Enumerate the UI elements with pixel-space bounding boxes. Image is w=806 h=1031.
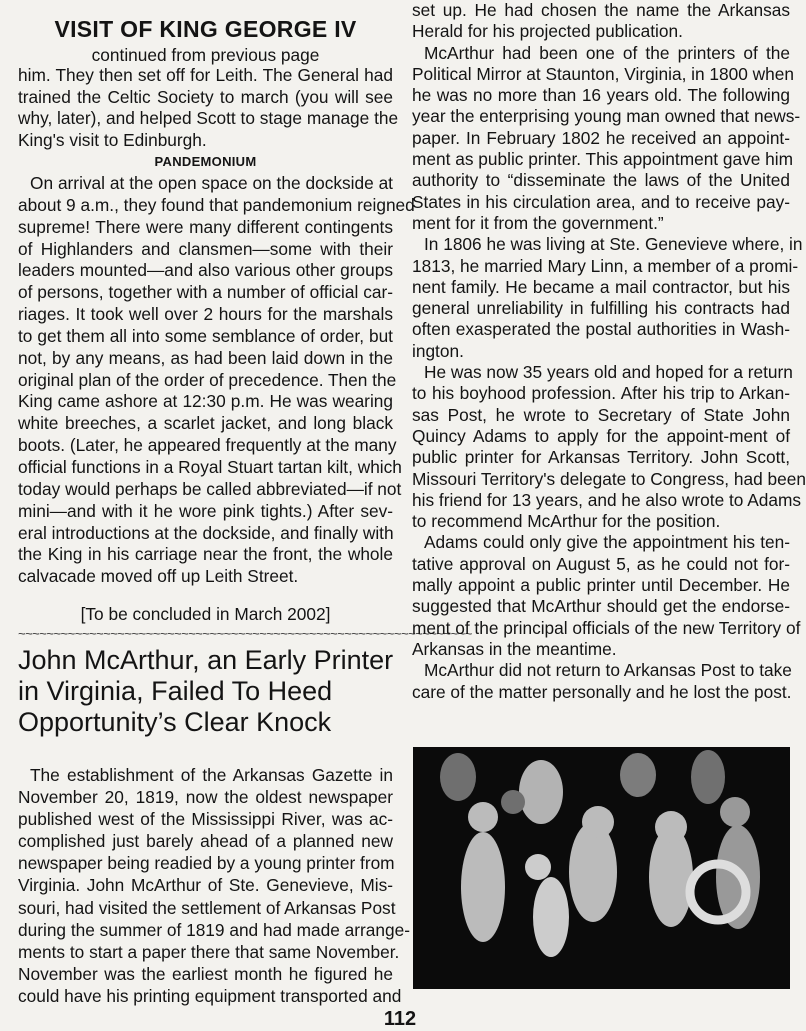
text-line: the King in his carriage near the front, the whole <box>18 544 393 565</box>
cherubs-photo <box>413 747 790 989</box>
text-line: newspaper being readied by a young printer from <box>18 853 395 874</box>
text-line: sas Post, he wrote to Secretary of State John <box>412 404 790 425</box>
paragraph <box>412 362 806 532</box>
text-line: Arkansas in the meantime. <box>412 638 617 659</box>
text-line: supreme! There were many different contingents <box>18 216 393 237</box>
text-line: ington. <box>412 340 464 361</box>
text-line: today would perhaps be called abbreviated—if not <box>18 478 402 499</box>
text-line: care of the matter personally and he lost the post. <box>412 681 792 702</box>
text-line: McArthur did not return to Arkansas Post to take <box>424 660 792 681</box>
text-line: mini—and with it he wore pink tights.) After sev- <box>18 500 393 521</box>
text-line: set up. He had chosen the name the Arkansas <box>412 0 790 20</box>
text-line: to get them all into some semblance of order, but <box>18 325 393 346</box>
text-line: during the summer of 1819 and had made arrange- <box>18 919 410 940</box>
text-line: McArthur had been one of the printers of the <box>424 42 790 63</box>
text-line: Missouri Territory's delegate to Congress, had been <box>412 468 806 489</box>
text-line: leaders mounted—and also various other groups <box>18 260 393 281</box>
headline <box>18 645 393 738</box>
text-line: November 20, 1819, now the oldest newspaper <box>18 787 393 808</box>
text-line: complished just barely ahead of a planned new <box>18 831 393 852</box>
text-line: him. They then set off for Leith. The General had <box>18 65 393 85</box>
text-line: he was no more than 16 years old. The following <box>412 85 790 106</box>
headline-line: in Virginia, Failed To Heed <box>18 676 333 706</box>
paragraph <box>18 173 415 588</box>
page-number: 112 <box>383 1008 417 1030</box>
text-line: to his boyhood profession. After his trip to Arkan- <box>412 383 790 404</box>
text-line: ment as public printer. This appointment gave him <box>412 149 794 170</box>
text-line: States in his circulation area, and to receive pay- <box>412 191 790 212</box>
text-line: mally appoint a public printer until December. He <box>412 575 790 596</box>
headline-line: Opportunity’s Clear Knock <box>18 707 332 737</box>
headline-line: John McArthur, an Early Printer <box>18 645 394 675</box>
text-line: tative approval on August 5, as he could not for- <box>412 553 790 574</box>
text-line: why, later), and helped Scott to stage manage the <box>18 108 399 128</box>
text-line: often exasperated the postal authorities in Wash- <box>412 319 790 340</box>
text-line: about 9 a.m., they found that pandemonium reigned <box>18 194 415 215</box>
text-line: boots. (Later, he appeared frequently at the many <box>18 435 397 456</box>
text-line: Political Mirror at Staunton, Virginia, in 1800 when <box>412 63 794 84</box>
text-line: 1813, he married Mary Linn, a member of a promi- <box>412 255 799 276</box>
text-line: public printer for Arkansas Territory. John Scott, <box>412 447 790 468</box>
to-be-concluded-note: [To be concluded in March 2002] <box>80 604 331 624</box>
text-line: of persons, together with a number of official car- <box>18 282 393 303</box>
article-title: VISIT OF KING GEORGE IV <box>54 16 357 42</box>
continued-note: continued from previous page <box>91 45 320 65</box>
text-line: year the enterprising young man owned that news- <box>412 106 801 127</box>
text-line: The establishment of the Arkansas Gazette in <box>30 765 393 785</box>
text-line: November was the earliest month he figured he <box>18 963 393 984</box>
paragraph <box>412 0 790 43</box>
text-line: original plan of the order of precedence. Then the <box>18 369 397 390</box>
text-line: calvacade moved off up Leith Street. <box>18 566 299 587</box>
text-line: In 1806 he was living at Ste. Genevieve where, in <box>424 234 803 255</box>
text-line: ments to start a paper there that same November. <box>18 941 400 962</box>
text-line: authority to “disseminate the laws of the United <box>412 170 790 191</box>
section-subheading: PANDEMONIUM <box>154 154 257 169</box>
text-line: King came ashore at 12:30 p.m. He was wearing <box>18 391 393 412</box>
text-line: official functions in a Royal Stuart tartan kilt, which <box>18 456 402 477</box>
paragraph <box>412 42 801 235</box>
text-line: not, by any means, as had been laid down in the <box>18 347 393 368</box>
text-line: eral introductions at the dockside, and finally with <box>18 522 394 543</box>
text-line: white breeches, a scarlet jacket, and long black <box>18 413 393 434</box>
text-line: nent family. He became a mail contractor, but his <box>412 276 790 297</box>
text-line: ment of the principal officials of the new Territory of <box>412 617 801 638</box>
text-line: He was now 35 years old and hoped for a return <box>424 362 793 383</box>
text-line: Adams could only give the appointment his ten- <box>424 532 790 553</box>
paragraph <box>18 65 399 151</box>
paragraph <box>412 532 801 660</box>
paragraph <box>18 764 410 1007</box>
text-line: riages. It took well over 2 hours for the marshals <box>18 304 393 325</box>
text-line: souri, had visited the settlement of Arkansas Post <box>18 897 396 918</box>
paragraph <box>412 234 803 362</box>
text-line: trained the Celtic Society to march (you will see <box>18 86 393 107</box>
text-line: Herald for his projected publication. <box>412 21 683 42</box>
text-line: general unreliability in fulfilling his contracts had <box>412 298 790 319</box>
text-line: Virginia. John McArthur of Ste. Genevieve, Mis- <box>18 875 393 896</box>
paragraph <box>412 660 790 703</box>
text-line: his friend for 13 years, and he also wrote to Adams <box>412 489 802 510</box>
text-line: King's visit to Edinburgh. <box>18 129 207 150</box>
text-line: suggested that McArthur should get the endorse- <box>412 596 790 617</box>
separator-line: ~~~~~~~~~~~~~~~~~~~~~~~~~~~~~~~~~~~~~~~~~~~~~~~~~~~~~~~~~~~~~~~~ <box>18 626 472 641</box>
text-line: of Highlanders and clansmen—some with their <box>18 238 393 259</box>
text-line: On arrival at the open space on the dockside at <box>30 173 393 193</box>
text-line: could have his printing equipment transported and <box>18 985 402 1006</box>
text-line: Quincy Adams to apply for the appoint-ment of <box>412 425 790 446</box>
text-line: published west of the Mississippi River, was ac- <box>18 809 393 830</box>
text-line: paper. In February 1802 he received an appoint- <box>412 127 790 148</box>
text-line: ment for it from the government.” <box>412 212 664 233</box>
text-line: to recommend McArthur for the position. <box>412 511 721 532</box>
right-column <box>412 0 806 703</box>
